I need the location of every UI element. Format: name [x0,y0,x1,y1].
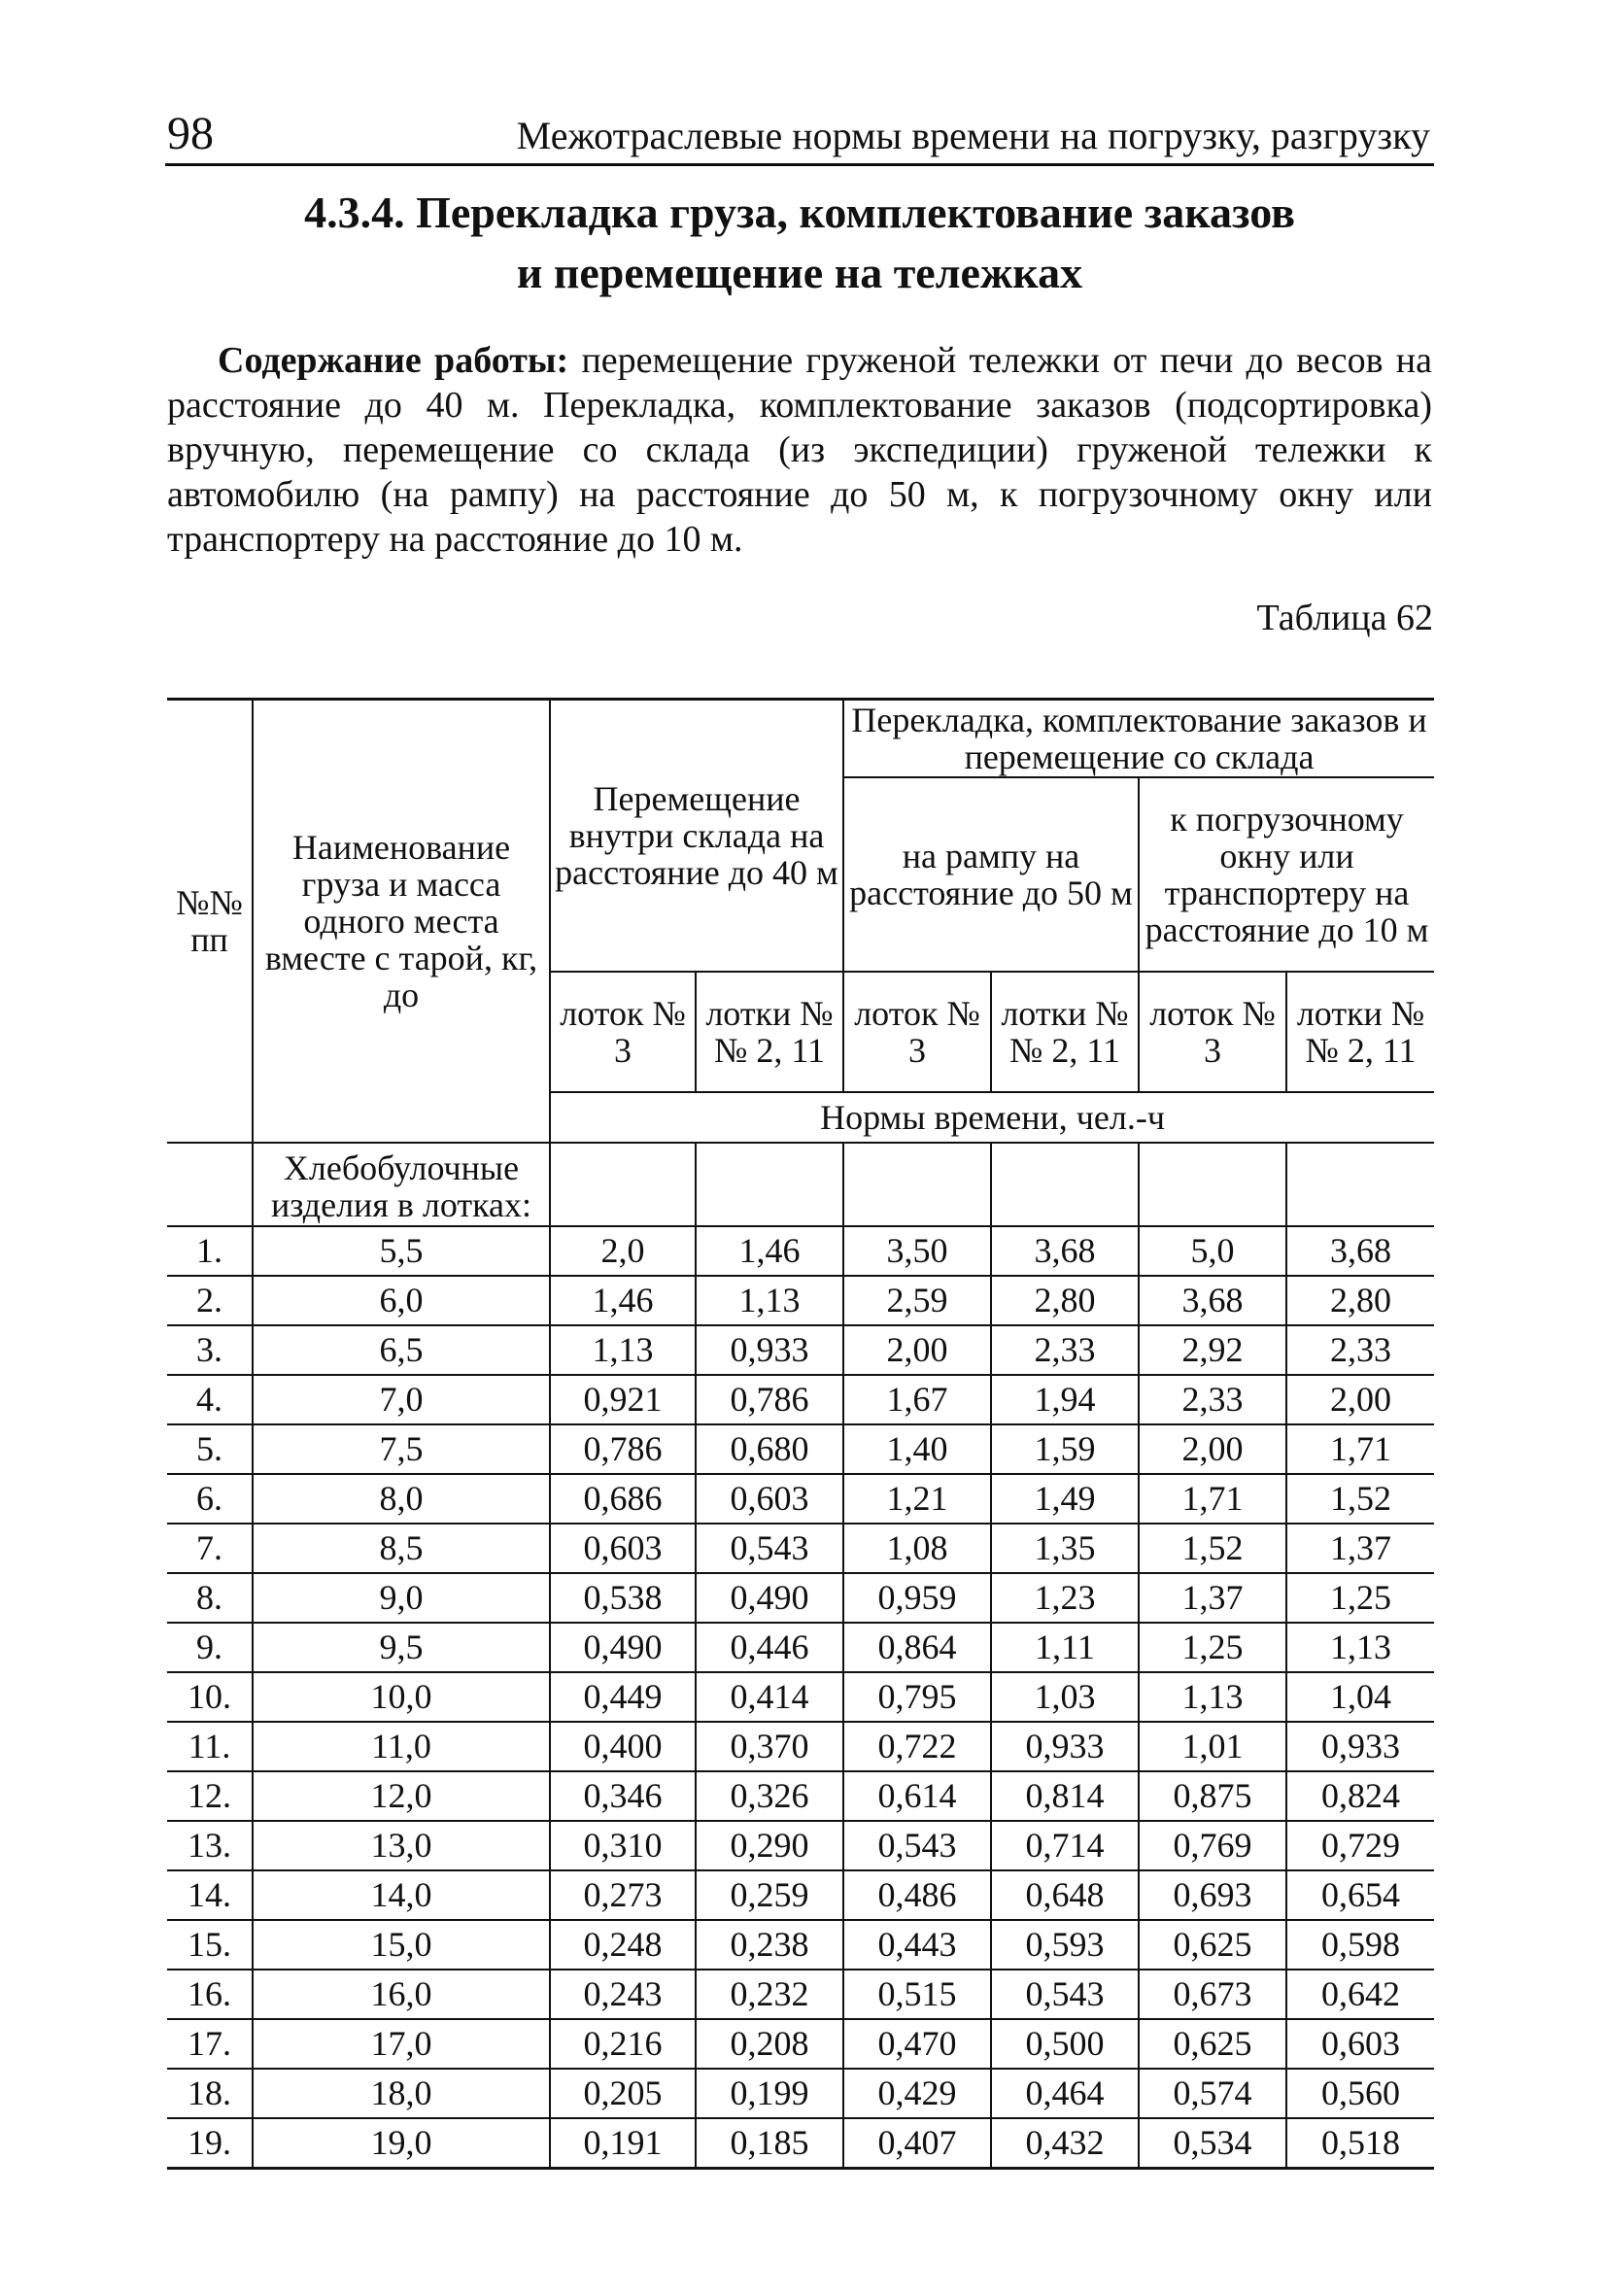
header-window: к погрузочному окну или транспортеру на расстояние до 10 м [1139,777,1434,972]
cargo-mass-cell: 11,0 [253,1722,550,1771]
header-cargo-name: Наименование груза и масса одного места вместе с тарой, кг, до [253,700,550,1143]
move-trays-2-11-cell: 0,232 [696,1970,843,2019]
window-tray-3-cell: 2,92 [1139,1325,1286,1375]
section-title [165,183,1434,303]
cargo-mass-cell: 5,5 [253,1226,550,1276]
ramp-tray-3-cell: 2,00 [843,1325,991,1375]
table-row [167,1870,1434,1920]
table-row [167,1474,1434,1524]
move-tray-3-cell: 0,216 [550,2019,696,2069]
table-row [167,1722,1434,1771]
window-tray-3-cell: 1,71 [1139,1474,1286,1524]
ramp-tray-3-cell: 0,407 [843,2118,991,2169]
table-row [167,1771,1434,1821]
window-tray-3-cell: 0,534 [1139,2118,1286,2169]
section-title-line-2: и перемещение на тележках [516,248,1083,297]
ramp-tray-3-cell: 0,543 [843,1821,991,1870]
window-trays-2-11-cell: 0,642 [1286,1970,1434,2019]
move-trays-2-11-cell: 0,786 [696,1375,843,1424]
group-row [167,1143,1434,1226]
window-tray-3-cell: 2,33 [1139,1375,1286,1424]
window-tray-3-cell: 2,00 [1139,1424,1286,1474]
norms-table [167,698,1434,2170]
ramp-trays-2-11-cell: 1,94 [991,1375,1139,1424]
window-trays-2-11-cell: 1,71 [1286,1424,1434,1474]
window-trays-2-11-cell: 1,37 [1286,1524,1434,1573]
group-empty-cell [991,1143,1139,1226]
table-row [167,2069,1434,2118]
ramp-trays-2-11-cell: 0,543 [991,1970,1139,2019]
ramp-trays-2-11-cell: 1,03 [991,1672,1139,1722]
cargo-mass-cell: 9,5 [253,1623,550,1672]
window-trays-2-11-cell: 0,603 [1286,2019,1434,2069]
move-trays-2-11-cell: 0,199 [696,2069,843,2118]
cargo-mass-cell: 6,5 [253,1325,550,1375]
page-number: 98 [167,108,214,159]
window-trays-2-11-cell: 0,560 [1286,2069,1434,2118]
header-trays-2-11: лотки №№ 2, 11 [991,972,1139,1092]
ramp-trays-2-11-cell: 1,11 [991,1623,1139,1672]
move-tray-3-cell: 0,273 [550,1870,696,1920]
cargo-mass-cell: 7,5 [253,1424,550,1474]
row-number-cell: 5. [167,1424,253,1474]
ramp-trays-2-11-cell: 2,80 [991,1276,1139,1325]
window-trays-2-11-cell: 0,824 [1286,1771,1434,1821]
row-number-cell: 12. [167,1771,253,1821]
ramp-tray-3-cell: 0,470 [843,2019,991,2069]
work-content-label: Содержание работы: [218,340,569,381]
table-row [167,1524,1434,1573]
move-tray-3-cell: 0,449 [550,1672,696,1722]
row-number-cell: 8. [167,1573,253,1623]
move-tray-3-cell: 0,243 [550,1970,696,2019]
move-tray-3-cell: 1,13 [550,1325,696,1375]
ramp-trays-2-11-cell: 0,464 [991,2069,1139,2118]
ramp-tray-3-cell: 1,67 [843,1375,991,1424]
window-trays-2-11-cell: 0,933 [1286,1722,1434,1771]
ramp-trays-2-11-cell: 0,500 [991,2019,1139,2069]
cargo-mass-cell: 8,0 [253,1474,550,1524]
ramp-tray-3-cell: 1,21 [843,1474,991,1524]
table-row [167,1424,1434,1474]
ramp-tray-3-cell: 0,443 [843,1920,991,1970]
row-number-cell: 16. [167,1970,253,2019]
move-tray-3-cell: 0,205 [550,2069,696,2118]
ramp-tray-3-cell: 0,959 [843,1573,991,1623]
move-tray-3-cell: 0,686 [550,1474,696,1524]
move-trays-2-11-cell: 0,490 [696,1573,843,1623]
ramp-tray-3-cell: 1,08 [843,1524,991,1573]
move-trays-2-11-cell: 0,326 [696,1771,843,1821]
window-trays-2-11-cell: 1,52 [1286,1474,1434,1524]
move-tray-3-cell: 0,400 [550,1722,696,1771]
move-trays-2-11-cell: 0,933 [696,1325,843,1375]
ramp-tray-3-cell: 3,50 [843,1226,991,1276]
move-trays-2-11-cell: 0,414 [696,1672,843,1722]
row-number-cell: 6. [167,1474,253,1524]
move-tray-3-cell: 0,248 [550,1920,696,1970]
row-number-cell: 7. [167,1524,253,1573]
group-empty-cell [843,1143,991,1226]
header-norms-unit: Нормы времени, чел.-ч [550,1092,1434,1143]
row-number-cell: 1. [167,1226,253,1276]
group-label: Хлебобулочные изделия в лотках: [253,1143,550,1226]
move-trays-2-11-cell: 0,370 [696,1722,843,1771]
header-tray-3: лоток № 3 [550,972,696,1092]
running-title: Межотраслевые нормы времени на погрузку, разгрузку [516,114,1430,157]
cargo-mass-cell: 13,0 [253,1821,550,1870]
ramp-tray-3-cell: 0,864 [843,1623,991,1672]
move-trays-2-11-cell: 0,680 [696,1424,843,1474]
cargo-mass-cell: 17,0 [253,2019,550,2069]
table-row [167,1970,1434,2019]
move-tray-3-cell: 0,191 [550,2118,696,2169]
cargo-mass-cell: 10,0 [253,1672,550,1722]
ramp-trays-2-11-cell: 1,23 [991,1573,1139,1623]
row-number-cell: 2. [167,1276,253,1325]
table-header [167,700,1434,1143]
window-tray-3-cell: 0,625 [1139,1920,1286,1970]
window-tray-3-cell: 1,37 [1139,1573,1286,1623]
move-trays-2-11-cell: 0,290 [696,1821,843,1870]
group-empty-cell [550,1143,696,1226]
cargo-mass-cell: 6,0 [253,1276,550,1325]
move-trays-2-11-cell: 1,13 [696,1276,843,1325]
window-trays-2-11-cell: 1,25 [1286,1573,1434,1623]
row-number-cell: 18. [167,2069,253,2118]
ramp-trays-2-11-cell: 1,35 [991,1524,1139,1573]
table-row [167,1623,1434,1672]
ramp-tray-3-cell: 0,614 [843,1771,991,1821]
row-number-cell: 3. [167,1325,253,1375]
ramp-tray-3-cell: 0,795 [843,1672,991,1722]
window-tray-3-cell: 0,693 [1139,1870,1286,1920]
table-row [167,1573,1434,1623]
cargo-mass-cell: 8,5 [253,1524,550,1573]
ramp-trays-2-11-cell: 3,68 [991,1226,1139,1276]
cargo-mass-cell: 12,0 [253,1771,550,1821]
row-number-cell: 4. [167,1375,253,1424]
header-tray-3: лоток № 3 [843,972,991,1092]
move-trays-2-11-cell: 0,259 [696,1870,843,1920]
move-trays-2-11-cell: 0,603 [696,1474,843,1524]
window-trays-2-11-cell: 0,598 [1286,1920,1434,1970]
header-num: №№ пп [167,700,253,1143]
table-row [167,1325,1434,1375]
cargo-mass-cell: 9,0 [253,1573,550,1623]
ramp-trays-2-11-cell: 2,33 [991,1325,1139,1375]
cargo-mass-cell: 19,0 [253,2118,550,2169]
move-trays-2-11-cell: 1,46 [696,1226,843,1276]
header-move-inside: Перемещение внутри склада на расстояние до 40 м [550,700,843,972]
window-tray-3-cell: 0,875 [1139,1771,1286,1821]
window-tray-3-cell: 1,25 [1139,1623,1286,1672]
window-trays-2-11-cell: 2,00 [1286,1375,1434,1424]
row-number-cell: 13. [167,1821,253,1870]
group-empty-cell [1286,1143,1434,1226]
window-tray-3-cell: 0,673 [1139,1970,1286,2019]
window-tray-3-cell: 1,13 [1139,1672,1286,1722]
ramp-tray-3-cell: 0,429 [843,2069,991,2118]
ramp-tray-3-cell: 1,40 [843,1424,991,1474]
window-trays-2-11-cell: 0,729 [1286,1821,1434,1870]
window-tray-3-cell: 0,625 [1139,2019,1286,2069]
window-trays-2-11-cell: 1,04 [1286,1672,1434,1722]
ramp-trays-2-11-cell: 1,49 [991,1474,1139,1524]
move-tray-3-cell: 2,0 [550,1226,696,1276]
window-trays-2-11-cell: 0,518 [1286,2118,1434,2169]
row-number-cell: 17. [167,2019,253,2069]
ramp-trays-2-11-cell: 0,714 [991,1821,1139,1870]
header-reload-group: Перекладка, комплектование заказов и перемещение со склада [843,700,1434,777]
work-content-text: перемещение груженой тележки от печи до весов на расстояние до 40 м. Перекладка, комплектование заказов (подсортировка) вручную, перемещение со склада (из экспедиции) груженой тележки к автомобилю (на рампу) на расстояние до 50 м, к погрузочному окну или транспортеру на расстояние до 10 м. [167,340,1432,560]
move-tray-3-cell: 1,46 [550,1276,696,1325]
move-tray-3-cell: 0,786 [550,1424,696,1474]
row-number-cell: 9. [167,1623,253,1672]
row-number-cell: 10. [167,1672,253,1722]
group-empty-cell [696,1143,843,1226]
cargo-mass-cell: 14,0 [253,1870,550,1920]
cargo-mass-cell: 7,0 [253,1375,550,1424]
header-ramp: на рампу на расстояние до 50 м [843,777,1139,972]
ramp-trays-2-11-cell: 0,648 [991,1870,1139,1920]
window-tray-3-cell: 1,01 [1139,1722,1286,1771]
work-content-paragraph [167,338,1432,562]
move-tray-3-cell: 0,538 [550,1573,696,1623]
move-tray-3-cell: 0,603 [550,1524,696,1573]
window-tray-3-cell: 3,68 [1139,1276,1286,1325]
window-trays-2-11-cell: 2,33 [1286,1325,1434,1375]
ramp-tray-3-cell: 0,722 [843,1722,991,1771]
ramp-trays-2-11-cell: 0,814 [991,1771,1139,1821]
table-row [167,1920,1434,1970]
group-num-cell [167,1143,253,1226]
table-row [167,2118,1434,2169]
window-trays-2-11-cell: 1,13 [1286,1623,1434,1672]
table-row [167,1375,1434,1424]
header-trays-2-11: лотки №№ 2, 11 [696,972,843,1092]
table-row [167,2019,1434,2069]
ramp-trays-2-11-cell: 1,59 [991,1424,1139,1474]
table-row [167,1821,1434,1870]
ramp-tray-3-cell: 0,515 [843,1970,991,2019]
ramp-trays-2-11-cell: 0,432 [991,2118,1139,2169]
window-trays-2-11-cell: 0,654 [1286,1870,1434,1920]
move-trays-2-11-cell: 0,185 [696,2118,843,2169]
move-tray-3-cell: 0,921 [550,1375,696,1424]
window-tray-3-cell: 0,574 [1139,2069,1286,2118]
cargo-mass-cell: 18,0 [253,2069,550,2118]
table-row [167,1672,1434,1722]
section-title-line-1: 4.3.4. Перекладка груза, комплектование заказов [304,188,1295,237]
table-body [167,1143,1434,2169]
move-trays-2-11-cell: 0,208 [696,2019,843,2069]
cargo-mass-cell: 15,0 [253,1920,550,1970]
table-caption: Таблица 62 [1256,598,1433,638]
window-trays-2-11-cell: 2,80 [1286,1276,1434,1325]
move-trays-2-11-cell: 0,543 [696,1524,843,1573]
running-head [165,105,1434,166]
row-number-cell: 15. [167,1920,253,1970]
window-tray-3-cell: 0,769 [1139,1821,1286,1870]
window-tray-3-cell: 5,0 [1139,1226,1286,1276]
header-trays-2-11: лотки №№ 2, 11 [1286,972,1434,1092]
move-trays-2-11-cell: 0,238 [696,1920,843,1970]
ramp-trays-2-11-cell: 0,933 [991,1722,1139,1771]
ramp-trays-2-11-cell: 0,593 [991,1920,1139,1970]
header-tray-3: лоток № 3 [1139,972,1286,1092]
row-number-cell: 11. [167,1722,253,1771]
cargo-mass-cell: 16,0 [253,1970,550,2019]
move-tray-3-cell: 0,346 [550,1771,696,1821]
ramp-tray-3-cell: 2,59 [843,1276,991,1325]
window-tray-3-cell: 1,52 [1139,1524,1286,1573]
row-number-cell: 19. [167,2118,253,2169]
move-tray-3-cell: 0,490 [550,1623,696,1672]
table-row [167,1276,1434,1325]
move-trays-2-11-cell: 0,446 [696,1623,843,1672]
row-number-cell: 14. [167,1870,253,1920]
move-tray-3-cell: 0,310 [550,1821,696,1870]
window-trays-2-11-cell: 3,68 [1286,1226,1434,1276]
ramp-tray-3-cell: 0,486 [843,1870,991,1920]
table-row [167,1226,1434,1276]
group-empty-cell [1139,1143,1286,1226]
